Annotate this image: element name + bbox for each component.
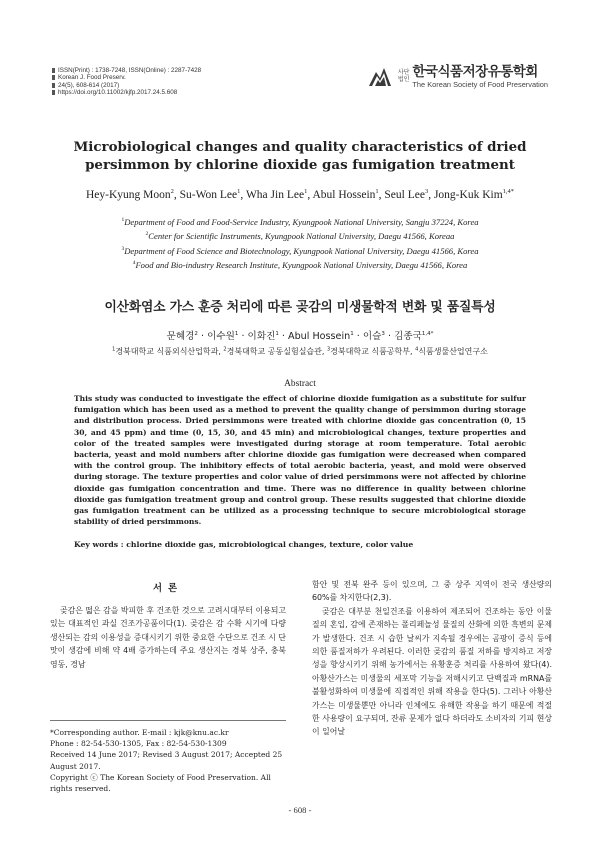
keywords bbox=[74, 540, 526, 549]
keywords-label: Key words : bbox=[74, 540, 124, 549]
section-heading-intro: 서론 bbox=[152, 583, 184, 594]
author-en: Jong-Kuk Kim$^{1,4*}$ bbox=[433, 188, 515, 201]
journal-name-line: Korean J. Food Preserv. bbox=[52, 74, 201, 81]
affiliations-en bbox=[60, 214, 540, 271]
journal-meta bbox=[52, 67, 201, 97]
page-number: - 608 - bbox=[288, 805, 312, 815]
author-ko: 이수원$^1$ · bbox=[207, 330, 248, 342]
author-en: Hey-Kyung Moon$^2$, bbox=[85, 188, 180, 201]
author-en: Seul Lee$^3$, bbox=[384, 188, 434, 201]
received-dates: Received 14 June 2017; Revised 3 August 2017; Accepted 25 August 2017. bbox=[50, 750, 283, 771]
society-logo-icon bbox=[366, 64, 394, 90]
society-names bbox=[412, 65, 548, 89]
copyright-notice: Copyright ⓒ The Korean Society of Food Preservation. All rights reserved. bbox=[50, 772, 271, 794]
paper-title-en: Microbiological changes and quality characteristics of dried persimmon by chlorine dioxide gas fumigation treatment bbox=[73, 139, 527, 173]
society-name-en: The Korean Society of Food Preservation bbox=[412, 80, 548, 89]
author-ko: 이슬$^3$ · bbox=[362, 330, 395, 342]
doi-line[interactable]: https://doi.org/10.11002/kjfp.2017.24.5.608 bbox=[52, 89, 201, 96]
author-en: Abul Hossein$^1$, bbox=[312, 188, 385, 201]
corresponding-author: *Corresponding author. E-mail : kjk@knu.ac.kr bbox=[50, 728, 229, 737]
authors-ko bbox=[80, 328, 520, 342]
affiliation-en: $^1$Department of Food and Food-Service Industry, Kyungpook National University, Sangju 37224, Korea bbox=[121, 216, 479, 227]
author-ko: 김종국$^{1,4*}$ bbox=[394, 330, 434, 342]
affiliation-ko: $^4$식품생물산업연구소 bbox=[415, 346, 488, 356]
affiliation-en: $^4$Food and Bio-industry Research Institute, Kyungpook National University, Daegu 41566, Korea bbox=[132, 259, 468, 270]
society-name-ko: 한국식품저장유통학회 bbox=[412, 64, 538, 80]
affiliation-ko: $^3$경북대학교 식품공학부, bbox=[326, 346, 416, 356]
society-corp-label: 사단 법인 bbox=[397, 70, 410, 83]
author-en: Wha Jin Lee$^1$, bbox=[245, 188, 313, 201]
authors-en bbox=[80, 184, 520, 203]
footnote bbox=[50, 727, 290, 794]
volume-line: 24(5), 608-614 (2017) bbox=[52, 82, 201, 89]
affiliation-en: $^2$Center for Scientific Instruments, Kyungpook National University, Daegu 41566, Koreaa bbox=[145, 231, 455, 242]
body-paragraph: 곶감은 떫은 감을 박피한 후 건조한 것으로 고려시대부터 이용되고 있는 대표적인 과실 건조가공품이다(1). 곶감은 감 수확 시기에 다량 생산되는 감의 이용성을 증대시키기 위한 중요한 수단으로 건조 시 단맛이 생감에 비해 약 4배 증가하는데 주요 생산지는 경북 상주, 충북 영동, 경남 bbox=[50, 606, 287, 669]
body-paragraph: 곶감은 대부분 천일건조를 이용하여 제조되어 건조하는 동안 이물질의 혼입, 감에 존재하는 폴리페놀성 물질의 산화에 의한 흑변의 문제가 발생한다. 건조 시 습한 날씨가 지속될 경우에는 곰팡이 증식 등에 의한 품질저하가 우려된다. 이러한 곶감의 품질 저하를 방지하고 저장성을 향상시키기 위해 농가에서는 유황훈증 처리를 사용하여 왔다(4). 아황산가스는 미생물의 세포막 기능을 저해시키고 단백질과 mRNA를 불활성화하여 미생물에 직접적인 위해 작용을 한다(5). 그러나 아황산가스는 미생물뿐만 아니라 인체에도 유해한 작용을 하기 때문에 적절한 사용량이 요구되며, 잔류 문제가 없다 하더라도 소비자의 기피 현상이 일어날 bbox=[312, 606, 552, 737]
abstract-heading: Abstract bbox=[284, 379, 316, 389]
body-right-column bbox=[312, 578, 552, 739]
affiliation-ko: $^1$경북대학교 식품외식산업학과, bbox=[112, 346, 224, 356]
affiliation-en: $^3$Department of Food Science and Biotechnology, Kyungpook National University, Daegu 41566, Korea bbox=[121, 245, 479, 256]
affiliation-ko: $^2$경북대학교 공동실험실습관, bbox=[223, 346, 327, 356]
body-paragraph-continued: 함안 및 전북 완주 등이 있으며, 그 중 상주 지역이 전국 생산량의 60%를 차지한다(2,3). bbox=[312, 580, 552, 603]
society-header bbox=[366, 64, 548, 90]
keywords-text: chlorine dioxide gas, microbiological changes, texture, color value bbox=[126, 540, 414, 549]
abstract-text: This study was conducted to investigate the effect of chlorine dioxide fumigation as a substitute for sulfur fumigation which has been used as a method to prevent the quality change of persimmon during storage and distribution process. Dried persimmons were treated with chlorine dioxide gas concentration (0, 15 30, and 45 ppm) and time (0, 15, 30, and 45 min) and microbiological changes, texture properties and color of the treated samples were investigated during storage at room temperature. Total aerobic bacteria, yeast and mold numbers after chlorine dioxide gas fumigation were decreased when compared with the control group. The inhibitory effects of total aerobic bacteria, yeast, and mold were observed during storage. The texture properties and color value of dried persimmons were not affected by chlorine dioxide gas fumigation concentration and time. There was no difference in quality between chlorine dioxide gas fumigation treatment group and control group. These results suggested that chlorine dioxide gas fumigation treatment can be utilized as a processing technique to secure microbiological storage stability of dried persimmons. bbox=[74, 394, 526, 527]
affiliations-ko bbox=[40, 346, 560, 357]
body-left-column bbox=[50, 604, 286, 671]
author-en: Su-Won Lee$^1$, bbox=[179, 188, 246, 201]
footnote-divider bbox=[50, 720, 286, 721]
paper-title-ko: 이산화염소 가스 훈증 처리에 따른 곶감의 미생물학적 변화 및 품질특성 bbox=[104, 300, 496, 315]
author-ko: 이화진$^1$ · bbox=[247, 330, 289, 342]
issn-line: ISSN(Print) : 1738-7248, ISSN(Online) : 2287-7428 bbox=[52, 67, 201, 74]
author-ko: Abul Hossein$^1$ · bbox=[288, 330, 363, 342]
author-ko: 문혜경$^2$ · bbox=[166, 330, 208, 342]
contact-phone: Phone : 82-54-530-1305, Fax : 82-54-530-1309 bbox=[50, 739, 227, 749]
